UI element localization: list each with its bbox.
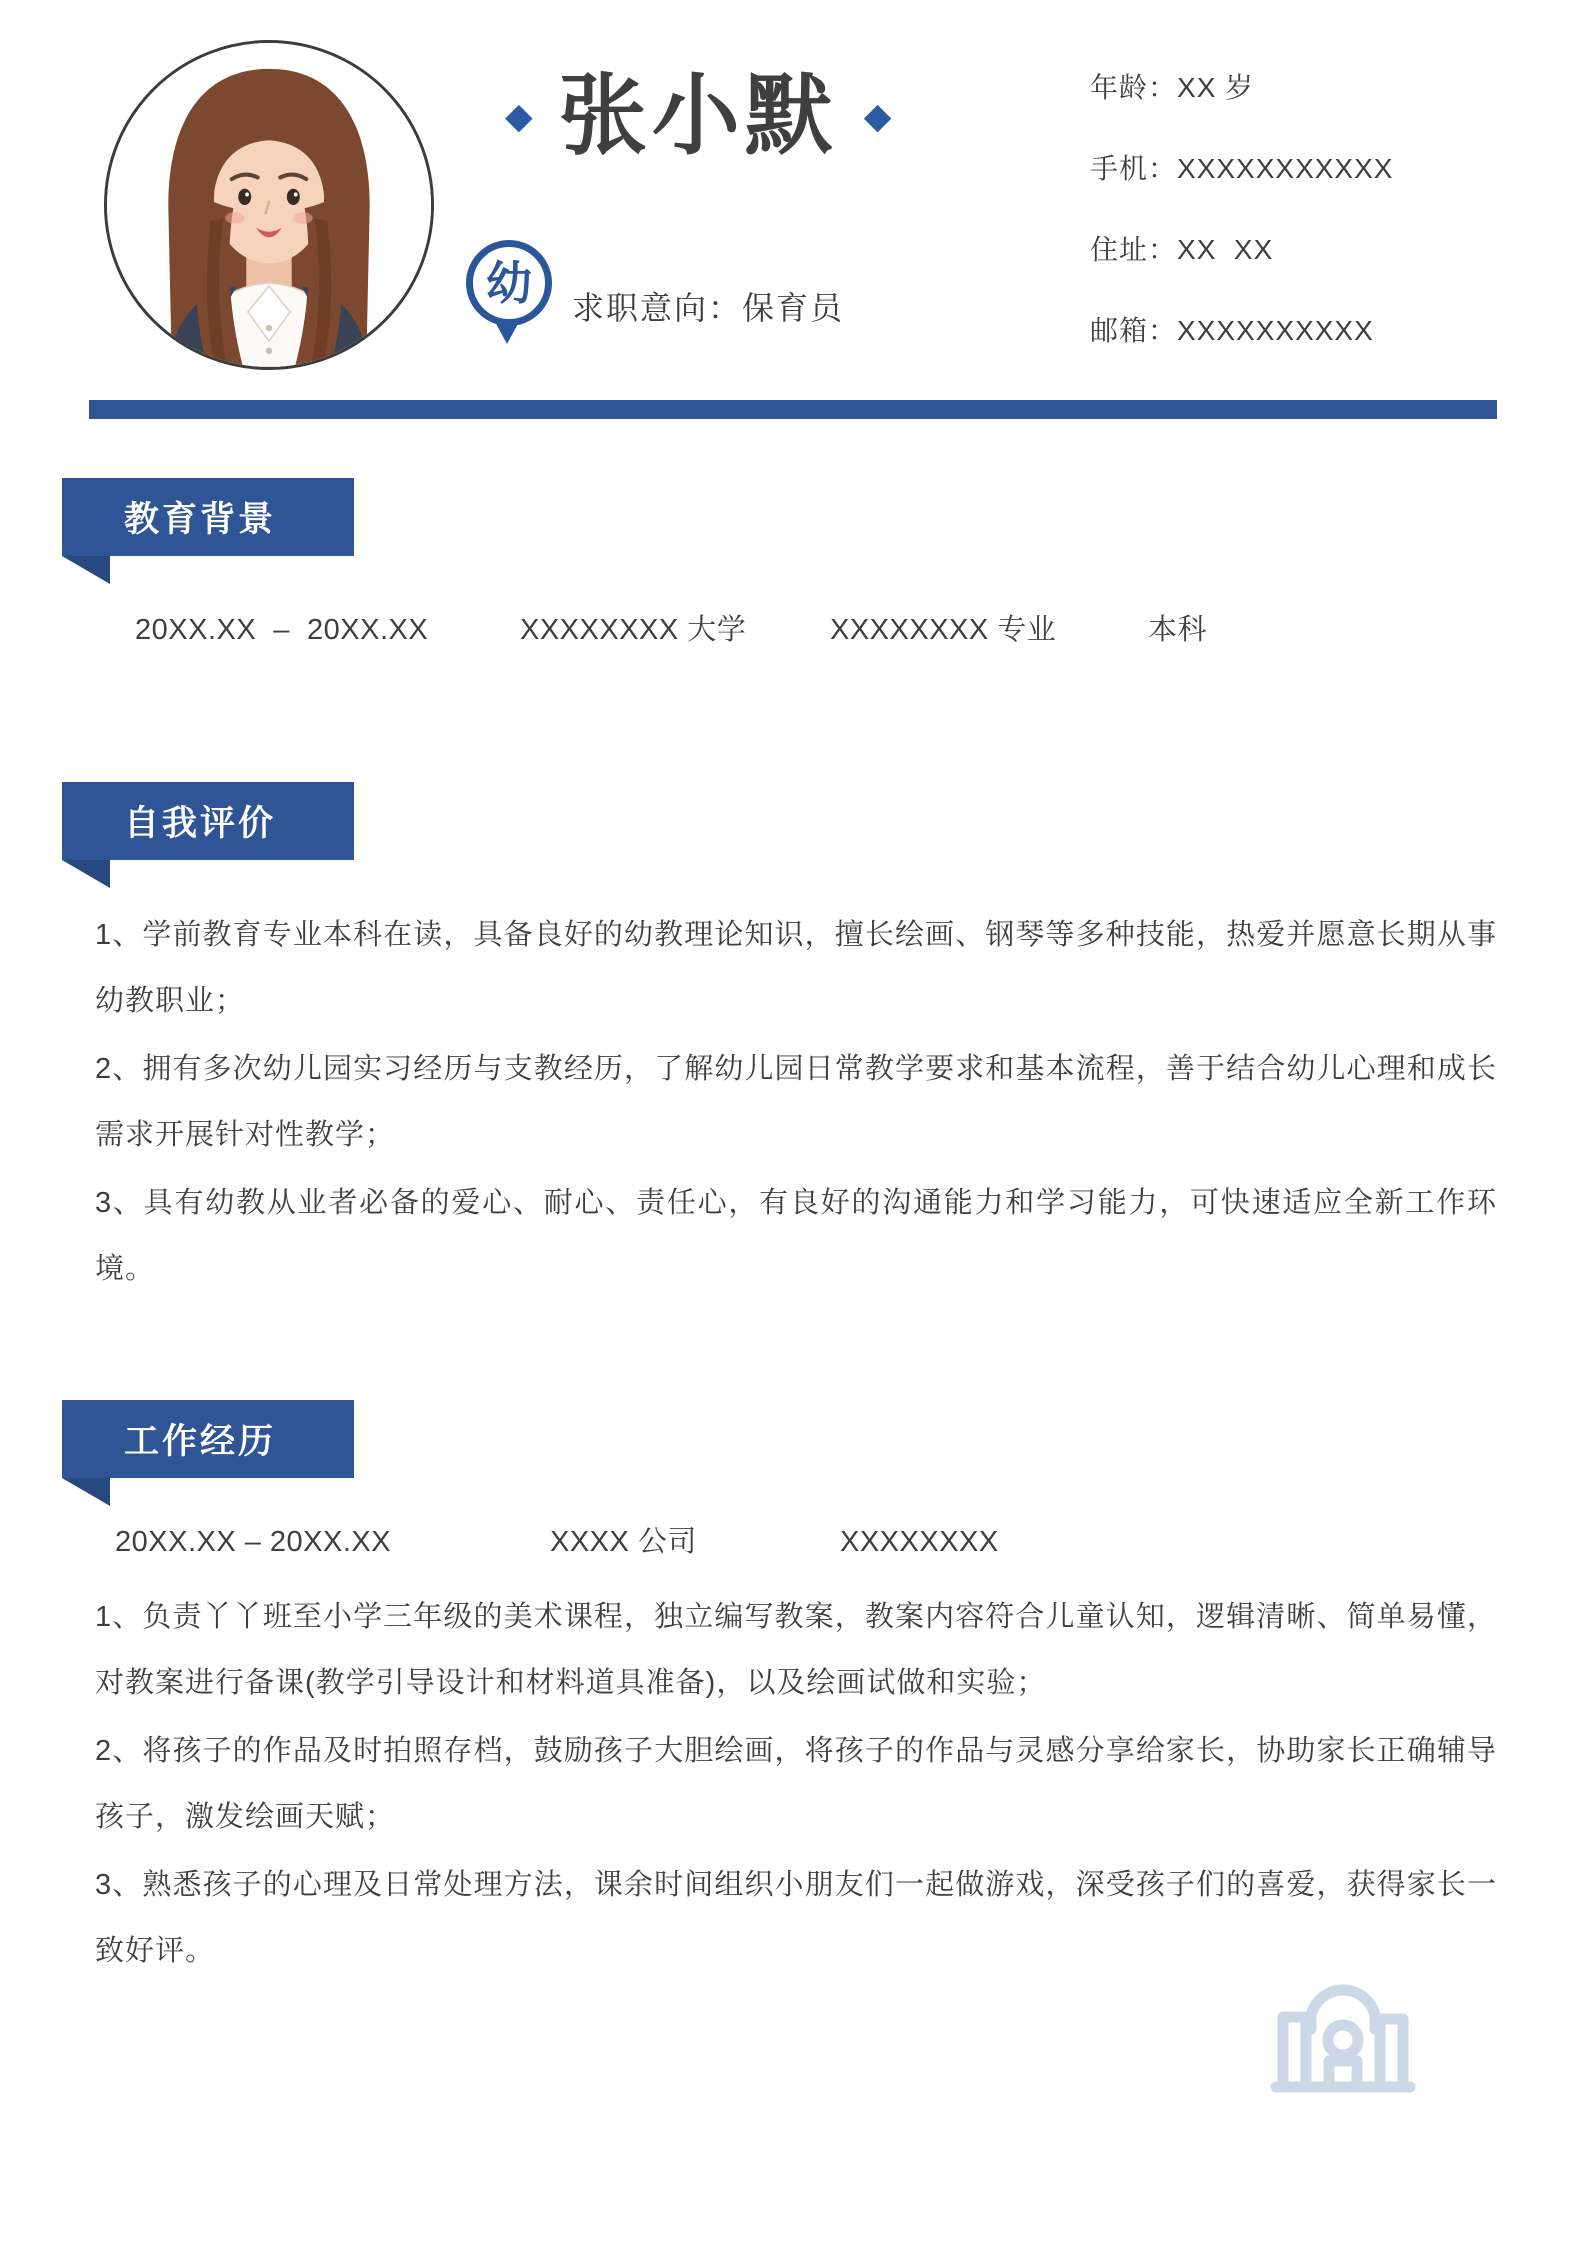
candidate-name: 张小默 (558, 66, 838, 165)
education-degree: 本科 (1148, 614, 1208, 646)
name-block (505, 68, 891, 165)
self-evaluation-item: 3、具有幼教从业者必备的爱心、耐心、责任心，有良好的沟通能力和学习能力，可快速适应全新工作环境。 (95, 1187, 1497, 1285)
avatar-illustration (107, 43, 431, 367)
self-evaluation-item: 2、拥有多次幼儿园实习经历与支教经历，了解幼儿园日常教学要求和基本流程，善于结合幼儿心理和成长需求开展针对性教学； (95, 1053, 1497, 1151)
job-intention: 求职意向：保育员 (572, 290, 845, 326)
section-title-education (62, 478, 354, 556)
education-major: XXXXXXXX 专业 (830, 614, 1057, 646)
work-company: XXXX 公司 (550, 1526, 697, 1558)
contact-phone-value: XXXXXXXXXXX (1177, 153, 1394, 184)
contact-age-label: 年龄： (1090, 72, 1178, 103)
work-period: 20XX.XX – 20XX.XX (115, 1526, 392, 1558)
work-paragraphs (95, 1584, 1497, 1984)
kindergarten-badge-icon (466, 240, 556, 350)
school-building-icon (1270, 1945, 1416, 2095)
work-position: XXXXXXXX (840, 1526, 999, 1558)
education-period: 20XX.XX – 20XX.XX (135, 614, 429, 646)
section-title-education-label: 教育背景 (124, 500, 277, 539)
section-title-work-experience-label: 工作经历 (124, 1422, 277, 1461)
header-divider-bar (89, 400, 1497, 419)
diamond-icon: ◆ (505, 95, 533, 137)
badge-char: 幼 (486, 257, 532, 309)
contact-phone (1090, 151, 1550, 187)
self-evaluation-item: 1、学前教育专业本科在读，具备良好的幼教理论知识，擅长绘画、钢琴等多种技能，热爱并愿意长期从事幼教职业； (95, 919, 1497, 1017)
contact-phone-label: 手机： (1090, 153, 1178, 184)
contact-age-value: XX 岁 (1177, 72, 1255, 103)
badge-circle (466, 240, 552, 326)
education-row (0, 612, 1587, 648)
section-title-self-evaluation-label: 自我评价 (124, 804, 277, 843)
contact-address-label: 住址： (1090, 234, 1178, 265)
contact-email-label: 邮箱： (1090, 315, 1178, 346)
contact-email (1090, 313, 1550, 349)
work-item: 1、负责丫丫班至小学三年级的美术课程，独立编写教案，教案内容符合儿童认知，逻辑清晰、简单易懂，对教案进行备课(教学引导设计和材料道具准备)，以及绘画试做和实验； (95, 1601, 1497, 1699)
education-school: XXXXXXXX 大学 (520, 614, 747, 646)
avatar (104, 40, 434, 370)
contact-address-value: XX XX (1177, 234, 1274, 265)
self-evaluation-paragraphs (95, 902, 1497, 1302)
contact-email-value: XXXXXXXXXX (1177, 315, 1374, 346)
contact-info (1090, 70, 1550, 394)
contact-address (1090, 232, 1550, 268)
work-item: 2、将孩子的作品及时拍照存档，鼓励孩子大胆绘画，将孩子的作品与灵感分享给家长，协助家长正确辅导孩子，激发绘画天赋； (95, 1735, 1497, 1833)
work-row (0, 1524, 1587, 1560)
section-title-work-experience (62, 1400, 354, 1478)
contact-age (1090, 70, 1550, 106)
diamond-icon: ◆ (863, 95, 892, 137)
section-title-self-evaluation (62, 782, 354, 860)
work-item: 3、熟悉孩子的心理及日常处理方法，课余时间组织小朋友们一起做游戏，深受孩子们的喜爱，获得家长一致好评。 (95, 1869, 1497, 1967)
